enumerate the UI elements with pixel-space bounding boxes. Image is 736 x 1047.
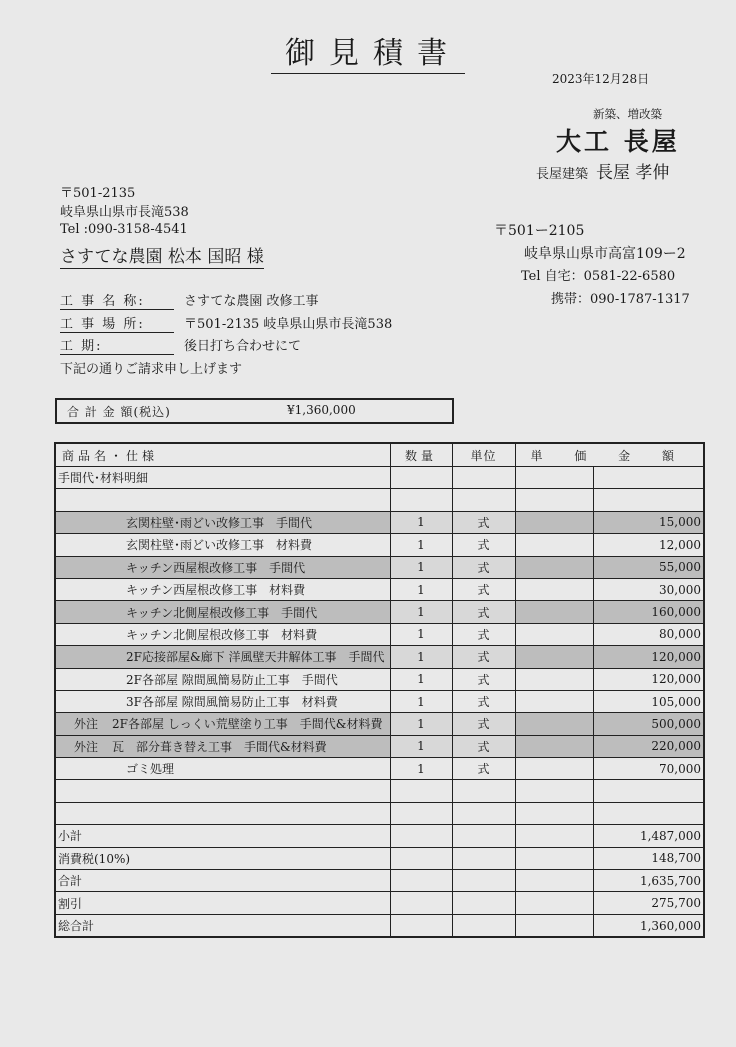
item-name [55,780,390,802]
item-name [55,690,390,712]
item-unit [452,489,515,511]
item-unit-price [515,556,593,578]
item-desc: 玄関柱壁･雨どい改修工事 材料費 [126,538,313,553]
item-unit-price [515,758,593,780]
item-unit [452,825,515,847]
summary-label: 合計 [55,870,390,892]
item-name [55,668,390,690]
item-unit-price [515,870,593,892]
item-qty: 1 [390,601,452,623]
item-amount: 105,000 [593,690,704,712]
header-amount: 単 価 金 額 [515,443,704,467]
item-amount: 55,000 [593,556,704,578]
item-amount: 80,000 [593,623,704,645]
customer-name: さすてな農園 松本 国昭 様 [60,247,264,267]
item-name [55,511,390,533]
table-row [55,578,704,600]
summary-row [55,847,704,869]
item-unit-price [515,713,593,735]
item-qty: 1 [390,623,452,645]
item-name [55,713,390,735]
company-firm: 長屋建築 長屋 孝伸 [536,163,670,183]
item-qty: 1 [390,758,452,780]
project-period-row: 工 期: 後日打ち合わせにて [60,335,301,355]
item-desc: キッチン北側屋根改修工事 材料費 [126,627,318,642]
item-amount: 12,000 [593,534,704,556]
table-row [55,511,704,533]
item-desc: 3F各部屋 隙間風簡易防止工事 材料費 [126,695,338,710]
table-row [55,713,704,735]
section-label: 手間代･材料明細 [55,467,390,489]
item-qty [390,467,452,489]
item-unit-price [515,914,593,937]
item-qty: 1 [390,646,452,668]
item-unit-price [515,825,593,847]
item-unit: 式 [452,758,515,780]
table-row [55,758,704,780]
company-tagline: 新築、増改築 [593,107,662,121]
item-amount: 160,000 [593,601,704,623]
item-qty: 1 [390,668,452,690]
summary-row [55,825,704,847]
item-amount: 120,000 [593,668,704,690]
item-unit [452,914,515,937]
issue-date: 2023年12月28日 [552,72,650,86]
customer-tel: Tel :090-3158-4541 [60,222,188,237]
item-name [55,556,390,578]
summary-amount: 275,700 [593,892,704,914]
item-unit [452,847,515,869]
summary-label: 総合計 [55,914,390,937]
item-unit-price [515,668,593,690]
item-unit [452,467,515,489]
item-qty [390,825,452,847]
item-unit: 式 [452,534,515,556]
total-label: 合 計 金 額(税込) [67,405,171,419]
table-row [55,623,704,645]
item-desc: キッチン西屋根改修工事 手間代 [126,560,306,575]
item-qty: 1 [390,690,452,712]
item-unit-price [515,467,593,489]
summary-row [55,914,704,937]
table-row [55,735,704,757]
item-unit: 式 [452,601,515,623]
project-site-row: 工 事 場 所: 〒501-2135 岐阜県山県市長滝538 [60,313,392,333]
item-qty: 1 [390,556,452,578]
summary-label: 消費税(10%) [55,847,390,869]
item-qty [390,489,452,511]
header-qty: 数量 [390,443,452,467]
item-unit-price [515,601,593,623]
item-unit: 式 [452,511,515,533]
item-unit: 式 [452,556,515,578]
item-unit: 式 [452,623,515,645]
item-prefix: 外注 [74,717,99,732]
item-name [55,601,390,623]
item-desc: 瓦 部分葺き替え工事 手間代&材料費 [112,739,327,754]
item-amount: 15,000 [593,511,704,533]
item-name [55,489,390,511]
item-qty: 1 [390,511,452,533]
customer-address: 岐阜県山県市長滝538 [60,205,189,220]
table-row [55,534,704,556]
company-owner: 長屋 孝伸 [596,163,670,183]
item-desc: キッチン西屋根改修工事 材料費 [126,583,306,598]
item-name [55,578,390,600]
item-amount: 120,000 [593,646,704,668]
item-desc: 玄関柱壁･雨どい改修工事 手間代 [126,515,313,530]
item-unit-price [515,623,593,645]
table-row [55,556,704,578]
item-name [55,534,390,556]
item-amount: 30,000 [593,578,704,600]
summary-label: 割引 [55,892,390,914]
item-qty [390,847,452,869]
summary-label: 小計 [55,825,390,847]
item-unit-price [515,646,593,668]
project-name-row: 工 事 名 称: さすてな農園 改修工事 [60,290,319,310]
item-amount: 500,000 [593,713,704,735]
item-unit-price [515,802,593,824]
summary-amount: 1,360,000 [593,914,704,937]
company-address: 岐阜県山県市高富109ー2 [524,246,686,262]
summary-row [55,892,704,914]
company-name: 大工 長屋 [556,127,680,156]
header-name: 商品名・仕様 [55,443,390,467]
item-name [55,735,390,757]
item-unit-price [515,690,593,712]
item-qty [390,892,452,914]
item-qty [390,802,452,824]
item-desc: 2F各部屋 しっくい荒壁塗り工事 手間代&材料費 [112,717,383,732]
item-unit-price [515,847,593,869]
item-amount: 70,000 [593,758,704,780]
item-name [55,758,390,780]
item-unit-price [515,735,593,757]
item-amount [593,467,704,489]
item-name [55,623,390,645]
section-row [55,467,704,489]
item-amount: 220,000 [593,735,704,757]
item-unit [452,802,515,824]
item-unit: 式 [452,668,515,690]
item-unit-price [515,511,593,533]
summary-amount: 148,700 [593,847,704,869]
table-row [55,690,704,712]
item-qty: 1 [390,534,452,556]
table-row [55,601,704,623]
document-title: 御見積書 [0,28,736,72]
item-name [55,646,390,668]
company-tel-mobile: 携帯：090-1787-1317 [551,292,690,307]
item-unit: 式 [452,690,515,712]
summary-amount: 1,487,000 [593,825,704,847]
item-qty [390,914,452,937]
item-unit [452,892,515,914]
item-name [55,802,390,824]
item-unit-price [515,892,593,914]
total-amount-box [55,398,454,424]
item-unit-price [515,534,593,556]
total-value: ¥1,360,000 [287,403,356,417]
request-note: 下記の通りご請求申し上げます [60,362,243,377]
item-prefix: 外注 [74,739,99,754]
item-qty: 1 [390,578,452,600]
item-desc: キッチン北側屋根改修工事 手間代 [126,605,318,620]
item-qty [390,780,452,802]
company-postal: 〒501ー2105 [494,223,585,239]
item-unit: 式 [452,646,515,668]
empty-row [55,780,704,802]
item-unit: 式 [452,735,515,757]
customer-postal: 〒501-2135 [60,186,136,201]
empty-row [55,489,704,511]
item-unit: 式 [452,578,515,600]
item-amount [593,489,704,511]
item-desc: 2F各部屋 隙間風簡易防止工事 手間代 [126,672,338,687]
item-unit [452,780,515,802]
item-amount [593,780,704,802]
summary-amount: 1,635,700 [593,870,704,892]
item-unit: 式 [452,713,515,735]
item-qty: 1 [390,713,452,735]
header-unit: 単位 [452,443,515,467]
item-qty [390,870,452,892]
items-table [54,442,705,938]
item-desc: 2F応接部屋&廊下 洋風壁天井解体工事 手間代 [126,650,385,665]
table-row [55,668,704,690]
empty-row [55,802,704,824]
item-unit [452,870,515,892]
item-amount [593,802,704,824]
table-row [55,646,704,668]
item-unit-price [515,578,593,600]
item-unit-price [515,780,593,802]
item-desc: ゴミ処理 [126,762,175,777]
item-unit-price [515,489,593,511]
item-qty: 1 [390,735,452,757]
company-tel-home: Tel 自宅：0581-22-6580 [521,269,676,284]
summary-row [55,870,704,892]
table-header [55,443,704,467]
